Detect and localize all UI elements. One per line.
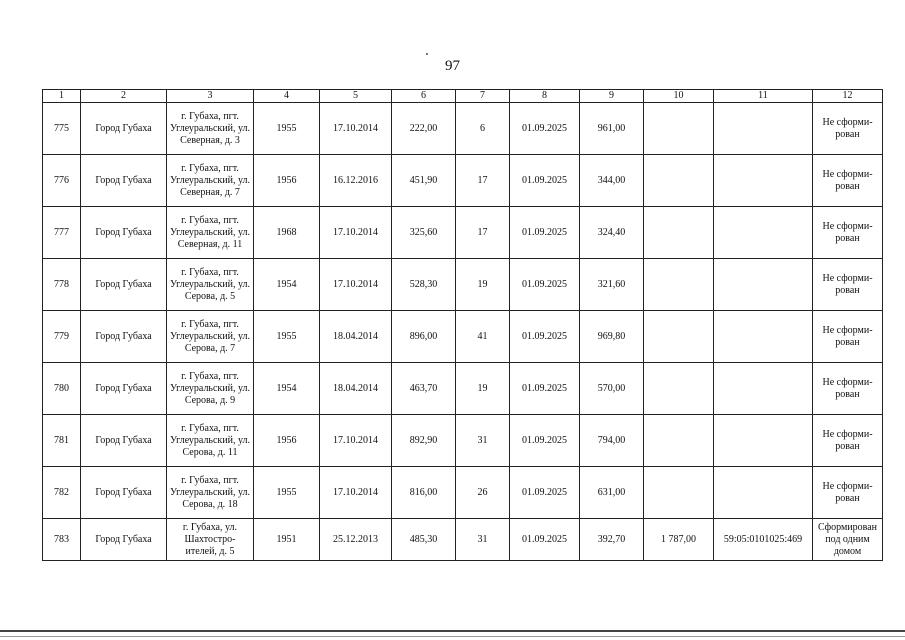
cell-plan-date: 01.09.2025 bbox=[510, 311, 580, 363]
cell-value: 961,00 bbox=[580, 103, 644, 155]
cell-area: 485,30 bbox=[392, 519, 456, 561]
table-row bbox=[43, 259, 883, 311]
cell-row-number: 777 bbox=[43, 207, 81, 259]
cell-date: 18.04.2014 bbox=[320, 311, 392, 363]
cell-address: г. Губаха, пгт. Углеуральский, ул. Серова, д. 18 bbox=[167, 467, 254, 519]
cell-year: 1951 bbox=[254, 519, 320, 561]
cell-status: Не сформи-рован bbox=[813, 415, 883, 467]
cell-cadastral bbox=[714, 103, 813, 155]
column-header: 8 bbox=[510, 90, 580, 103]
cell-cadastral bbox=[714, 207, 813, 259]
cell-residents: 31 bbox=[456, 519, 510, 561]
cell-date: 17.10.2014 bbox=[320, 103, 392, 155]
cell-municipality: Город Губаха bbox=[81, 155, 167, 207]
cell-year: 1955 bbox=[254, 311, 320, 363]
cell-plan-date: 01.09.2025 bbox=[510, 103, 580, 155]
cell-residents: 41 bbox=[456, 311, 510, 363]
cell-area: 325,60 bbox=[392, 207, 456, 259]
cell-municipality: Город Губаха bbox=[81, 415, 167, 467]
cell-status: Не сформи-рован bbox=[813, 363, 883, 415]
cell-area: 451,90 bbox=[392, 155, 456, 207]
scan-edge-line bbox=[0, 636, 905, 637]
cell-residents: 19 bbox=[456, 259, 510, 311]
cell-value: 344,00 bbox=[580, 155, 644, 207]
column-header: 11 bbox=[714, 90, 813, 103]
column-header: 1 bbox=[43, 90, 81, 103]
cell-row-number: 782 bbox=[43, 467, 81, 519]
cell-cadastral bbox=[714, 467, 813, 519]
cell-cadastral: 59:05:0101025:469 bbox=[714, 519, 813, 561]
cell-cadastral bbox=[714, 259, 813, 311]
cell-status: Не сформи-рован bbox=[813, 259, 883, 311]
cell-row-number: 781 bbox=[43, 415, 81, 467]
column-header: 10 bbox=[644, 90, 714, 103]
cell-plan-date: 01.09.2025 bbox=[510, 467, 580, 519]
cell-residents: 26 bbox=[456, 467, 510, 519]
cell-date: 17.10.2014 bbox=[320, 415, 392, 467]
cell-status: Не сформи-рован bbox=[813, 311, 883, 363]
cell-land-area bbox=[644, 103, 714, 155]
cell-land-area bbox=[644, 415, 714, 467]
cell-address: г. Губаха, пгт. Углеуральский, ул. Северная, д. 11 bbox=[167, 207, 254, 259]
cell-year: 1955 bbox=[254, 467, 320, 519]
cell-status: Не сформи-рован bbox=[813, 103, 883, 155]
cell-plan-date: 01.09.2025 bbox=[510, 363, 580, 415]
cell-municipality: Город Губаха bbox=[81, 311, 167, 363]
cell-land-area bbox=[644, 207, 714, 259]
cell-row-number: 779 bbox=[43, 311, 81, 363]
cell-year: 1956 bbox=[254, 415, 320, 467]
cell-cadastral bbox=[714, 155, 813, 207]
cell-area: 892,90 bbox=[392, 415, 456, 467]
cell-plan-date: 01.09.2025 bbox=[510, 415, 580, 467]
cell-row-number: 783 bbox=[43, 519, 81, 561]
cell-cadastral bbox=[714, 415, 813, 467]
cell-land-area bbox=[644, 155, 714, 207]
table-row bbox=[43, 415, 883, 467]
cell-address: г. Губаха, пгт. Углеуральский, ул. Северная, д. 3 bbox=[167, 103, 254, 155]
cell-value: 794,00 bbox=[580, 415, 644, 467]
table-row bbox=[43, 519, 883, 561]
cell-municipality: Город Губаха bbox=[81, 467, 167, 519]
cell-area: 463,70 bbox=[392, 363, 456, 415]
cell-row-number: 776 bbox=[43, 155, 81, 207]
table-row bbox=[43, 155, 883, 207]
cell-area: 816,00 bbox=[392, 467, 456, 519]
cell-land-area bbox=[644, 363, 714, 415]
column-header: 7 bbox=[456, 90, 510, 103]
table-row bbox=[43, 363, 883, 415]
scan-edge-line bbox=[0, 630, 905, 632]
cell-cadastral bbox=[714, 363, 813, 415]
cell-residents: 17 bbox=[456, 207, 510, 259]
cell-plan-date: 01.09.2025 bbox=[510, 207, 580, 259]
cell-municipality: Город Губаха bbox=[81, 259, 167, 311]
cell-municipality: Город Губаха bbox=[81, 519, 167, 561]
column-header: 4 bbox=[254, 90, 320, 103]
cell-address: г. Губаха, пгт. Углеуральский, ул. Серова, д. 9 bbox=[167, 363, 254, 415]
cell-area: 222,00 bbox=[392, 103, 456, 155]
table-row bbox=[43, 467, 883, 519]
column-header: 6 bbox=[392, 90, 456, 103]
header-row bbox=[43, 90, 883, 103]
cell-value: 631,00 bbox=[580, 467, 644, 519]
cell-year: 1968 bbox=[254, 207, 320, 259]
scan-speck bbox=[426, 53, 428, 55]
cell-value: 321,60 bbox=[580, 259, 644, 311]
column-header: 3 bbox=[167, 90, 254, 103]
cell-year: 1954 bbox=[254, 259, 320, 311]
cell-address: г. Губаха, пгт. Углеуральский, ул. Серова, д. 11 bbox=[167, 415, 254, 467]
table-row bbox=[43, 103, 883, 155]
cell-plan-date: 01.09.2025 bbox=[510, 155, 580, 207]
cell-municipality: Город Губаха bbox=[81, 207, 167, 259]
column-header: 5 bbox=[320, 90, 392, 103]
cell-year: 1956 bbox=[254, 155, 320, 207]
cell-plan-date: 01.09.2025 bbox=[510, 519, 580, 561]
cell-land-area: 1 787,00 bbox=[644, 519, 714, 561]
cell-date: 25.12.2013 bbox=[320, 519, 392, 561]
cell-status: Не сформи-рован bbox=[813, 155, 883, 207]
cell-value: 969,80 bbox=[580, 311, 644, 363]
cell-status: Не сформи-рован bbox=[813, 207, 883, 259]
column-header: 9 bbox=[580, 90, 644, 103]
cell-year: 1955 bbox=[254, 103, 320, 155]
cell-status: Сформирован под одним домом bbox=[813, 519, 883, 561]
cell-residents: 19 bbox=[456, 363, 510, 415]
cell-municipality: Город Губаха bbox=[81, 363, 167, 415]
cell-address: г. Губаха, ул. Шахтостро-ителей, д. 5 bbox=[167, 519, 254, 561]
cell-address: г. Губаха, пгт. Углеуральский, ул. Серова, д. 5 bbox=[167, 259, 254, 311]
cell-area: 896,00 bbox=[392, 311, 456, 363]
cell-value: 324,40 bbox=[580, 207, 644, 259]
cell-address: г. Губаха, пгт. Углеуральский, ул. Северная, д. 7 bbox=[167, 155, 254, 207]
cell-land-area bbox=[644, 467, 714, 519]
cell-row-number: 778 bbox=[43, 259, 81, 311]
column-header: 2 bbox=[81, 90, 167, 103]
cell-row-number: 775 bbox=[43, 103, 81, 155]
cell-municipality: Город Губаха bbox=[81, 103, 167, 155]
table-row bbox=[43, 311, 883, 363]
column-header: 12 bbox=[813, 90, 883, 103]
cell-plan-date: 01.09.2025 bbox=[510, 259, 580, 311]
cell-date: 17.10.2014 bbox=[320, 259, 392, 311]
cell-cadastral bbox=[714, 311, 813, 363]
cell-date: 17.10.2014 bbox=[320, 207, 392, 259]
cell-year: 1954 bbox=[254, 363, 320, 415]
cell-land-area bbox=[644, 311, 714, 363]
cell-residents: 17 bbox=[456, 155, 510, 207]
cell-status: Не сформи-рован bbox=[813, 467, 883, 519]
page-number: 97 bbox=[445, 58, 460, 74]
cell-address: г. Губаха, пгт. Углеуральский, ул. Серова, д. 7 bbox=[167, 311, 254, 363]
cell-value: 570,00 bbox=[580, 363, 644, 415]
cell-date: 16.12.2016 bbox=[320, 155, 392, 207]
cell-row-number: 780 bbox=[43, 363, 81, 415]
cell-residents: 31 bbox=[456, 415, 510, 467]
cell-date: 17.10.2014 bbox=[320, 467, 392, 519]
cell-land-area bbox=[644, 259, 714, 311]
cell-residents: 6 bbox=[456, 103, 510, 155]
registry-table bbox=[42, 89, 883, 561]
cell-value: 392,70 bbox=[580, 519, 644, 561]
cell-date: 18.04.2014 bbox=[320, 363, 392, 415]
cell-area: 528,30 bbox=[392, 259, 456, 311]
table-row bbox=[43, 207, 883, 259]
